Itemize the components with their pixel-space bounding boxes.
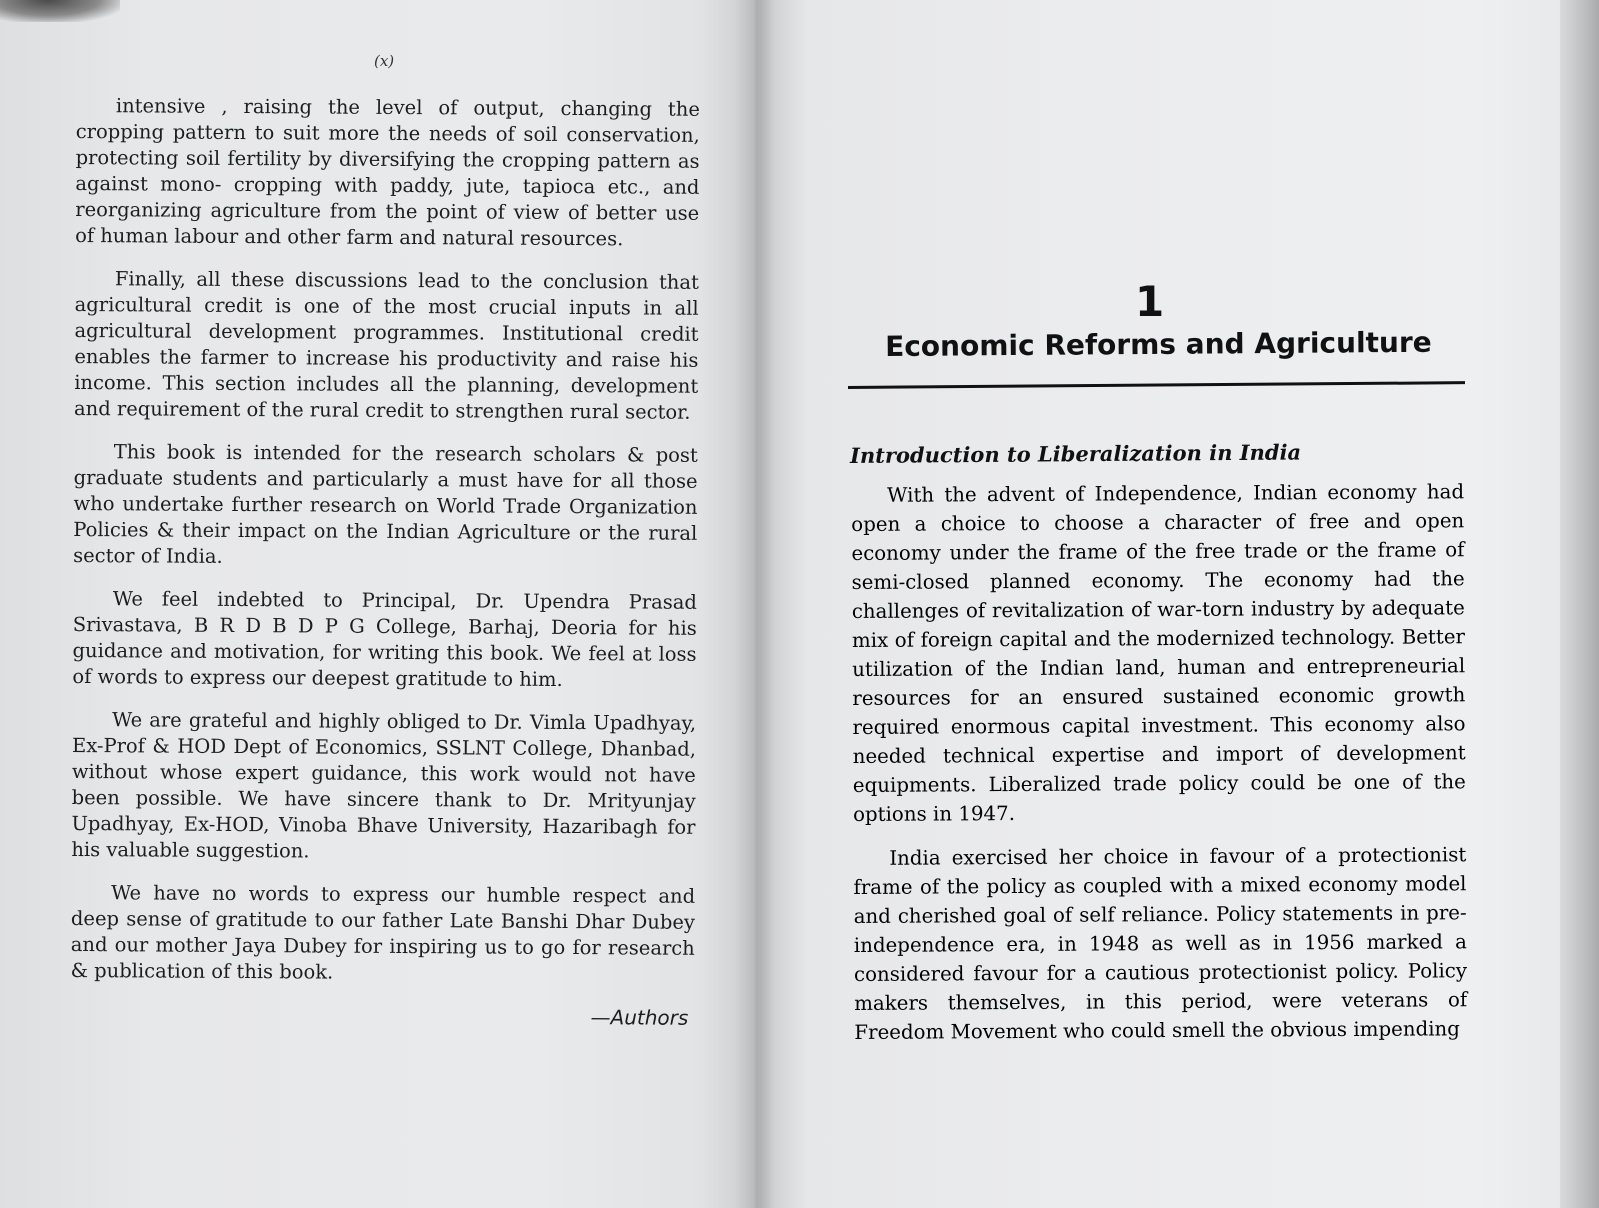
preface-paragraph-6: We have no words to express our humble respect and deep sense of gratitude to our father Late Banshi Dhar Dubey and our mother Jaya Dubey for inspiring us to go for research & publication of this book.	[70, 881, 696, 984]
chapter-number: 1	[1135, 277, 1165, 326]
preface-paragraph-2: Finally, all these discussions lead to the conclusion that agricultural credit is one of the most crucial inputs in all agricultural development programmes. Institutional credit enables the farmer to increase his productivity and raise his income. This section includes all the planning, development and requirement of the rural credit to strengthen rural sector.	[74, 267, 699, 424]
preface-body	[70, 93, 700, 1031]
preface-paragraph-5: We are grateful and highly obliged to Dr. Vimla Upadhyay, Ex-Prof & HOD Dept of Economics, SSLNT College, Dhanbad, without whose expert guidance, this work would not have been possible. We have sincere thank to Dr. Mrityunjay Upadhyay, Ex-HOD, Vinoba Bhave University, Hazaribagh for his valuable suggestion.	[71, 708, 697, 863]
chapter-paragraph-2: India exercised her choice in favour of a protectionist frame of the policy as coupled with a mixed economy model and cherished goal of self reliance. Policy statements in pre-independence era, in 1948 as well as in 1956 marked a considered favour for a cautious protectionist policy. Policy makers themselves, in this period, were veterans of Freedom Movement who could smell the obvious impending	[853, 843, 1468, 1044]
authors-signature: —Authors	[590, 1005, 689, 1030]
preface-paragraph-3: This book is intended for the research scholars & post graduate students and particularly a must have for all those who undertake further research on World Trade Organization Policies & their impact on the Indian Agriculture or the rural sector of India.	[73, 440, 698, 568]
preface-paragraph-1: intensive , raising the level of output, changing the cropping pattern to suit more the needs of soil conservation, protecting soil fertility by diversifying the cropping pattern as against mono- cropping with paddy, jute, tapioca etc., and reorganizing agriculture from the point of view of better use of human labour and other farm and natural resources.	[75, 94, 700, 251]
section-heading: Introduction to Liberalization in India	[850, 439, 1302, 468]
chapter-body	[851, 477, 1468, 1062]
book-gutter	[735, 0, 775, 1208]
preface-paragraph-4: We feel indebted to Principal, Dr. Upendra Prasad Srivastava, B R D B D P G College, Barhaj, Deoria for his guidance and motivation, for writing this book. We feel at loss of words to express our deepest gratitude to him.	[72, 587, 697, 691]
chapter-paragraph-1: With the advent of Independence, Indian economy had open a choice to choose a character of free and open economy under the frame of the free trade or the frame of semi-closed planned economy. The economy had the challenges of revitalization of war-torn industry by adequate mix of foreign capital and the modernized technology. Better utilization of the Indian land, human and entrepreneurial resources for an ensured sustained economic growth required enormous capital investment. This economy also needed technical expertise and import of development equipments. Liberalized trade policy could be one of the options in 1947.	[851, 480, 1466, 826]
chapter-title: Economic Reforms and Agriculture	[885, 325, 1432, 363]
page-edge	[1560, 0, 1599, 1208]
thumb-shadow	[0, 0, 120, 22]
page-folio: (x)	[374, 52, 395, 70]
left-page	[0, 0, 760, 1208]
